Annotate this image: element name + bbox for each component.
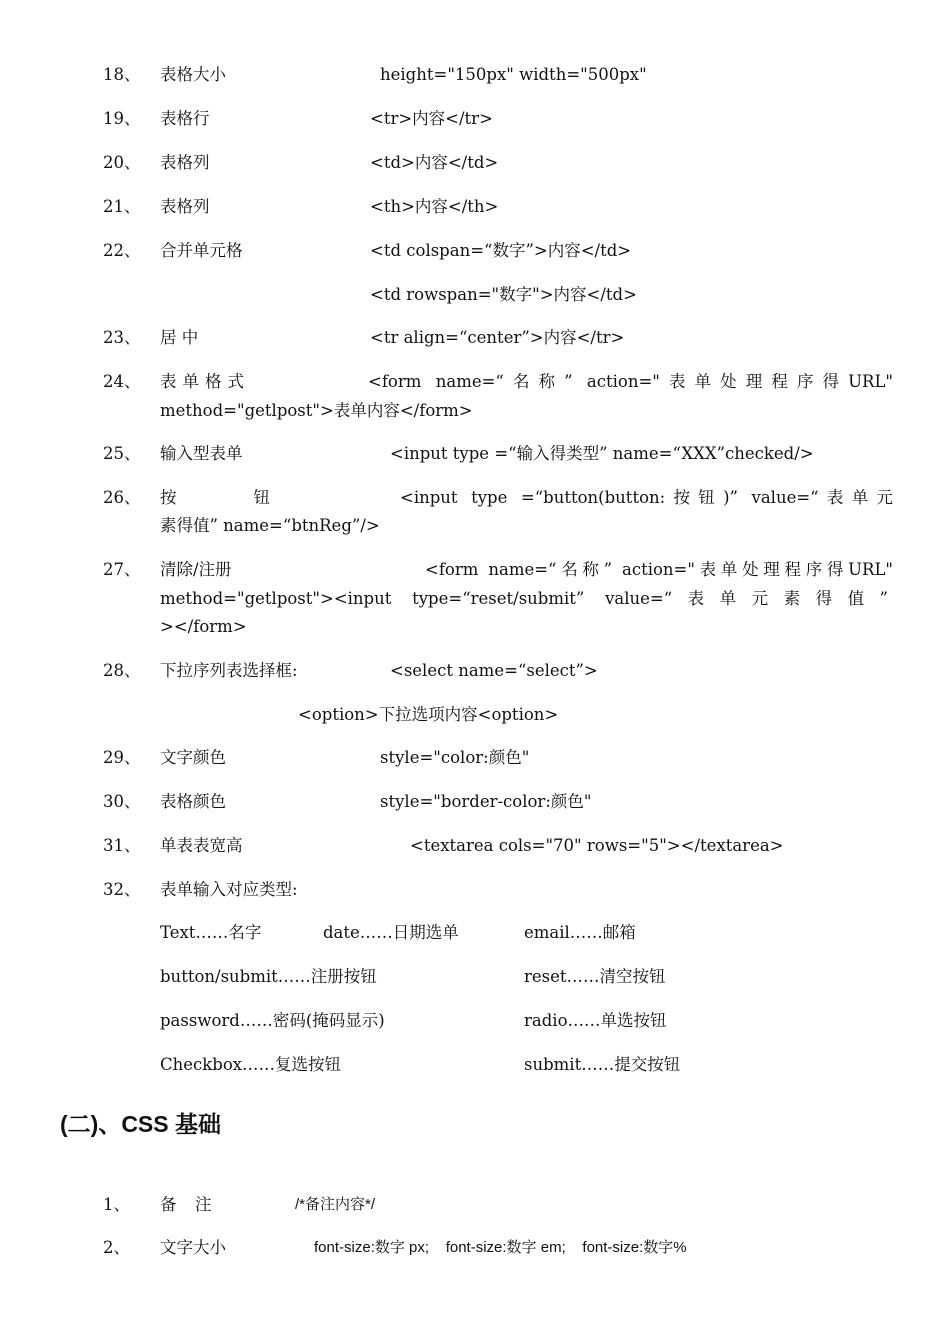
item-code-secondary: <option>下拉选项内容<option> — [298, 705, 559, 724]
item-label: 文字颜色 — [160, 748, 226, 767]
item-number: 2、 — [103, 1238, 130, 1257]
item-number: 18、 — [103, 65, 141, 84]
item-code-continued: method="getlpost">表单内容</form> — [160, 401, 473, 420]
item-label: 输入型表单 — [160, 444, 243, 463]
item-label: 表单格式 — [160, 372, 250, 391]
item-label: 表格列 — [160, 197, 210, 216]
item-code: <td>内容</td> — [370, 153, 499, 172]
item-label: 下拉序列表选择框: — [160, 661, 298, 680]
item-label: 表单输入对应类型: — [160, 880, 298, 899]
item-label: 按 钮 — [160, 488, 270, 507]
item-number: 30、 — [103, 792, 141, 811]
item-number: 23、 — [103, 328, 141, 347]
item-label: 合并单元格 — [160, 241, 243, 260]
item-code: font-size:数字 px; font-size:数字 em; font-size:数字% — [314, 1239, 687, 1256]
item-code: <tr>内容</tr> — [370, 109, 493, 128]
item-code: style="color:颜色" — [380, 748, 530, 767]
item-number: 31、 — [103, 836, 141, 855]
item-code: height="150px" width="500px" — [380, 65, 647, 84]
item-number: 26、 — [103, 488, 141, 507]
input-type-entry: password……密码(掩码显示) — [160, 1011, 385, 1030]
item-code: <input type =“输入得类型” name=“XXX”checked/> — [390, 444, 814, 463]
item-number: 20、 — [103, 153, 141, 172]
item-code: <form name=“名称” action="表单处理程序得URL" — [425, 560, 893, 579]
item-label: 表格行 — [160, 109, 210, 128]
item-code-secondary: <td rowspan="数字">内容</td> — [370, 285, 637, 304]
item-label: 居 中 — [160, 328, 199, 347]
item-number: 25、 — [103, 444, 141, 463]
item-label: 单表表宽高 — [160, 836, 243, 855]
item-number: 24、 — [103, 372, 141, 391]
input-type-entry: reset……清空按钮 — [524, 967, 666, 986]
input-type-entry: Checkbox……复选按钮 — [160, 1055, 342, 1074]
item-label: 表格颜色 — [160, 792, 226, 811]
item-code: style="border-color:颜色" — [380, 792, 592, 811]
input-type-entry: Text……名字 — [160, 923, 262, 942]
item-code: <textarea cols="70" rows="5"></textarea> — [410, 836, 784, 855]
item-code-continued: ></form> — [160, 617, 247, 636]
section-heading: (二)、CSS 基础 — [60, 1111, 221, 1137]
input-type-entry: email……邮箱 — [524, 923, 636, 942]
item-code: <th>内容</th> — [370, 197, 499, 216]
item-label: 备 注 — [160, 1195, 212, 1214]
item-code: <tr align=“center”>内容</tr> — [370, 328, 625, 347]
item-label: 文字大小 — [160, 1238, 226, 1257]
item-number: 1、 — [103, 1195, 130, 1214]
item-code: <form name=“名称” action="表单处理程序得URL" — [368, 372, 893, 391]
input-type-entry: button/submit……注册按钮 — [160, 967, 377, 986]
item-number: 21、 — [103, 197, 141, 216]
item-number: 27、 — [103, 560, 141, 579]
item-number: 29、 — [103, 748, 141, 767]
item-code-continued: method="getlpost"><input type=“reset/submit” value=“表单元素得值” — [160, 589, 888, 608]
item-code: <input type =“button(button:按钮)” value=“表单元 — [400, 488, 893, 507]
item-code: /*备注内容*/ — [295, 1196, 376, 1213]
item-label: 清除/注册 — [160, 560, 232, 579]
input-type-entry: date……日期选单 — [323, 923, 459, 942]
input-type-entry: radio……单选按钮 — [524, 1011, 667, 1030]
item-number: 32、 — [103, 880, 141, 899]
item-number: 22、 — [103, 241, 141, 260]
item-label: 表格大小 — [160, 65, 226, 84]
item-label: 表格列 — [160, 153, 210, 172]
item-code: <td colspan=“数字”>内容</td> — [370, 241, 632, 260]
item-number: 19、 — [103, 109, 141, 128]
item-code-continued: 素得值” name=“btnReg”/> — [160, 516, 380, 535]
input-type-entry: submit……提交按钮 — [524, 1055, 681, 1074]
item-code: <select name=“select”> — [390, 661, 598, 680]
item-number: 28、 — [103, 661, 141, 680]
